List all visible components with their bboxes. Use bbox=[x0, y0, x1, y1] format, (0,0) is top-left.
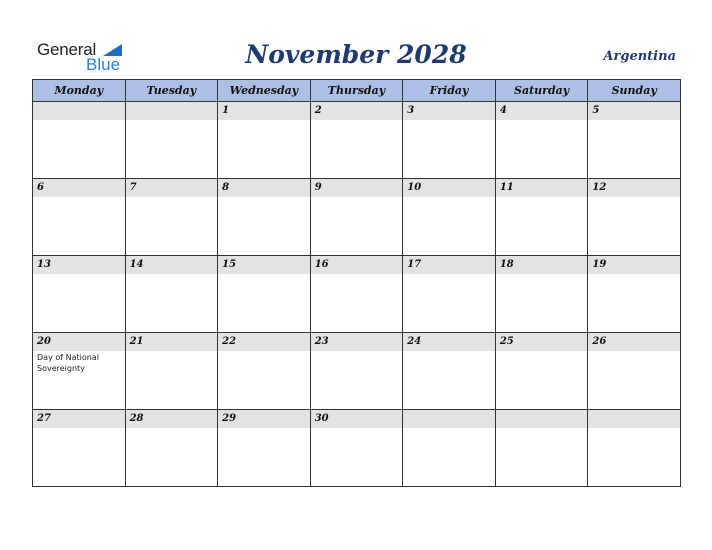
day-cell bbox=[310, 256, 403, 333]
day-cell bbox=[125, 333, 218, 410]
day-number: 18 bbox=[496, 256, 588, 274]
day-cell bbox=[495, 410, 588, 487]
day-number: 5 bbox=[588, 102, 680, 120]
day-number: 21 bbox=[126, 333, 218, 351]
weekday-header-row bbox=[33, 80, 681, 102]
calendar-grid bbox=[32, 79, 681, 487]
day-number: 14 bbox=[126, 256, 218, 274]
day-number: 11 bbox=[496, 179, 588, 197]
day-number: 10 bbox=[403, 179, 495, 197]
day-cell bbox=[125, 179, 218, 256]
day-cell bbox=[588, 410, 681, 487]
day-cell bbox=[33, 410, 126, 487]
day-number: 27 bbox=[33, 410, 125, 428]
day-number: 9 bbox=[311, 179, 403, 197]
day-number: 4 bbox=[496, 102, 588, 120]
day-cell bbox=[588, 333, 681, 410]
day-number: 2 bbox=[311, 102, 403, 120]
day-number bbox=[496, 410, 588, 428]
week-row bbox=[33, 179, 681, 256]
day-cell bbox=[125, 410, 218, 487]
day-number: 23 bbox=[311, 333, 403, 351]
day-number: 29 bbox=[218, 410, 310, 428]
weekday-header: Thursday bbox=[310, 80, 403, 102]
day-number bbox=[126, 102, 218, 120]
week-row bbox=[33, 102, 681, 179]
day-number: 22 bbox=[218, 333, 310, 351]
logo-blue-text: Blue bbox=[86, 55, 121, 74]
weekday-header: Wednesday bbox=[218, 80, 311, 102]
day-number: 19 bbox=[588, 256, 680, 274]
day-cell bbox=[495, 179, 588, 256]
weekday-header: Monday bbox=[33, 80, 126, 102]
day-number: 26 bbox=[588, 333, 680, 351]
day-number: 15 bbox=[218, 256, 310, 274]
logo-general-text: General bbox=[37, 40, 97, 59]
day-number: 12 bbox=[588, 179, 680, 197]
day-number: 3 bbox=[403, 102, 495, 120]
day-cell bbox=[403, 333, 496, 410]
day-cell bbox=[125, 256, 218, 333]
general-blue-logo bbox=[37, 40, 127, 74]
day-cell bbox=[588, 102, 681, 179]
day-cell bbox=[588, 179, 681, 256]
day-cell bbox=[218, 102, 311, 179]
day-cell bbox=[403, 410, 496, 487]
week-row bbox=[33, 333, 681, 410]
day-cell bbox=[495, 333, 588, 410]
day-cell bbox=[218, 179, 311, 256]
day-number: 17 bbox=[403, 256, 495, 274]
page-title: November 2028 bbox=[245, 40, 467, 69]
weekday-header: Tuesday bbox=[125, 80, 218, 102]
weekday-header: Saturday bbox=[495, 80, 588, 102]
week-row bbox=[33, 256, 681, 333]
country-label: Argentina bbox=[603, 49, 676, 64]
day-number: 28 bbox=[126, 410, 218, 428]
day-number bbox=[403, 410, 495, 428]
day-cell bbox=[310, 333, 403, 410]
day-number: 16 bbox=[311, 256, 403, 274]
day-cell bbox=[403, 179, 496, 256]
day-cell bbox=[218, 410, 311, 487]
day-cell bbox=[403, 256, 496, 333]
day-cell bbox=[403, 102, 496, 179]
day-cell bbox=[33, 256, 126, 333]
day-cell bbox=[218, 333, 311, 410]
weekday-header: Sunday bbox=[588, 80, 681, 102]
day-cell bbox=[495, 102, 588, 179]
day-cell bbox=[33, 179, 126, 256]
day-number: 25 bbox=[496, 333, 588, 351]
day-number bbox=[588, 410, 680, 428]
day-cell bbox=[310, 179, 403, 256]
day-number: 13 bbox=[33, 256, 125, 274]
day-cell bbox=[218, 256, 311, 333]
week-row bbox=[33, 410, 681, 487]
day-cell bbox=[33, 102, 126, 179]
holiday-label: Day of National Sovereignty bbox=[37, 353, 99, 373]
day-number: 20 bbox=[33, 333, 125, 351]
day-cell bbox=[310, 410, 403, 487]
day-cell bbox=[588, 256, 681, 333]
day-number bbox=[33, 102, 125, 120]
weekday-header: Friday bbox=[403, 80, 496, 102]
day-cell bbox=[125, 102, 218, 179]
day-number: 24 bbox=[403, 333, 495, 351]
day-number: 7 bbox=[126, 179, 218, 197]
day-number: 1 bbox=[218, 102, 310, 120]
day-number: 6 bbox=[33, 179, 125, 197]
day-cell bbox=[310, 102, 403, 179]
day-cell bbox=[33, 333, 126, 410]
day-cell bbox=[495, 256, 588, 333]
day-number: 30 bbox=[311, 410, 403, 428]
day-number: 8 bbox=[218, 179, 310, 197]
